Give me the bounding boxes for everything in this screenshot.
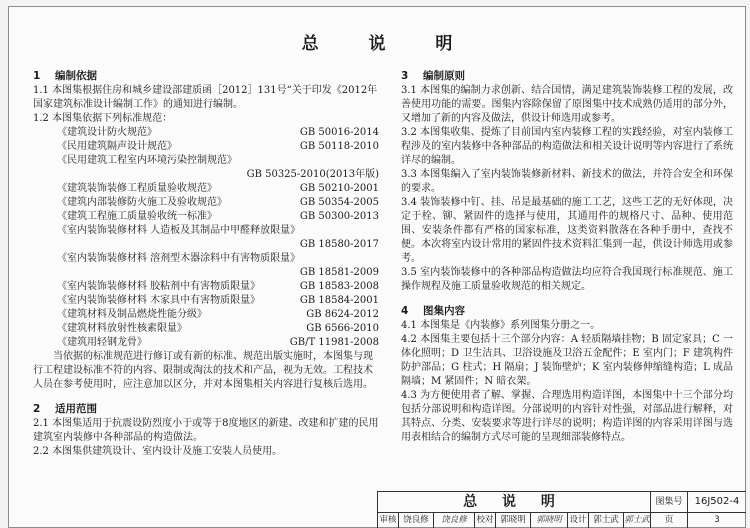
check-name: 郭晓明 [496, 513, 531, 528]
standard-name: 《建筑装饰装修工程质量验收规范》 [57, 183, 217, 194]
standard-row [33, 308, 379, 322]
standard-row [33, 238, 379, 252]
standard-row [33, 154, 379, 168]
para-3-1: 3.1 本图集的编制力求创新、结合国情，满足建筑装饰装修工程的发展，改善使用功能的需要。图集内容除保留了原图集中技术成熟仍适用的部分外，又增加了新的内容及做法，供设计师选用或参考。 [401, 85, 733, 124]
standard-row [33, 322, 379, 336]
section-3-heading: 3 编制原则 [401, 70, 465, 82]
standard-row [33, 280, 379, 294]
para-3-2: 3.2 本图集收集、提炼了目前国内室内装修工程的实践经验，对室内装修工程涉及的室内装修中各种部品的构造做法和相关设计说明等内容进行了系统详尽的编制。 [401, 127, 733, 166]
standard-name: 《建筑内部装修防火施工及验收规范》 [57, 197, 227, 208]
standards-list [33, 126, 379, 350]
standard-code: GB 50325-2010(2013年版) [246, 169, 379, 180]
standard-row [33, 294, 379, 308]
standard-row [33, 336, 379, 350]
page-number: 3 [714, 515, 720, 525]
standard-row [33, 140, 379, 154]
check-signature: 郭晓明 [531, 513, 568, 528]
section-4-heading: 4 图集内容 [401, 305, 465, 317]
left-column [33, 69, 379, 459]
standard-code: GB 50300-2013 [299, 211, 379, 222]
standard-code: GB 18580-2017 [299, 239, 379, 250]
standard-name: 《民用建筑工程室内环境污染控制规范》 [57, 155, 237, 166]
section-2-heading: 2 适用范围 [33, 403, 97, 415]
atlas-number: 16J502-4 [694, 496, 740, 507]
para-1-1: 1.1 本图集根据住房和城乡建设部建质函［2012］131号“关于印发《2012年国家建筑标准设计编制工作》的通知进行编制。 [33, 85, 378, 110]
atlas-number-label: 图集号 [651, 492, 688, 512]
para-2-2: 2.2 本图集供建筑设计、室内设计及施工安装人员使用。 [33, 446, 283, 457]
standard-name: 《建筑材料放射性核素限量》 [57, 323, 187, 334]
standard-name: 《室内装饰装修材料 人造板及其制品中甲醛释放限量》 [57, 225, 301, 236]
standard-code: GB 18583-2008 [299, 281, 379, 292]
para-3-4: 3.4 装饰装修中钉、挂、吊是最基础的施工工艺，这些工艺的无好体现，决定于栓、铆、紧固件的选择与使用，其通用件的规格尺寸、品种、使用范围、安装条件都有严格的国家标准，这类资料散落在各种手册中，查找不便。本次将室内设计常用的紧固件技术资料汇集到一起，供设计师选用或参考。 [401, 197, 733, 264]
page-label: 页 [651, 513, 688, 528]
title-block-title: 总 说 明 [378, 492, 651, 512]
drawing-sheet [8, 6, 746, 528]
standards-note: 当依据的标准规范进行修订或有新的标准、规范出版实施时，本图集与现行工程建设标准不符的内容、限制或淘汰的技术和产品，视为无效。工程技术人员在参考使用时，应注意加以区分，并对本图集相关内容进行复核后选用。 [33, 351, 373, 390]
standard-name: 《室内装饰装修材料 胶粘剂中有害物质限量》 [57, 281, 261, 292]
design-label: 设计 [568, 513, 589, 528]
design-signature: 郭士武 [624, 513, 651, 528]
standard-code: GB 50210-2001 [299, 183, 379, 194]
standard-row [33, 266, 379, 280]
standard-code: GB 6566-2010 [306, 323, 379, 334]
para-3-3: 3.3 本图集编入了室内装饰装修新材料、新技术的做法，并符合安全和环保的要求。 [401, 169, 733, 194]
para-3-5: 3.5 室内装饰装修中的各种部品构造做法均应符合我国现行标准规范、施工操作规程及施工质量验收规范的相关规定。 [401, 267, 733, 292]
standard-code: GB 50354-2005 [299, 197, 379, 208]
review-label: 审核 [378, 513, 399, 528]
standard-code: GB 18584-2001 [299, 295, 379, 306]
standard-code: GB 8624-2012 [306, 309, 379, 320]
standard-row [33, 126, 379, 140]
standard-row [33, 210, 379, 224]
standard-code: GB 50016-2014 [299, 127, 379, 138]
standard-row [33, 196, 379, 210]
standard-row [33, 252, 379, 266]
standard-row [33, 182, 379, 196]
standard-name: 《室内装饰装修材料 木家具中有害物质限量》 [57, 295, 261, 306]
standard-row [33, 224, 379, 238]
standard-name: 《建筑材料及制品燃烧性能分级》 [57, 309, 207, 320]
standard-name: 《建筑用轻钢龙骨》 [57, 337, 147, 348]
para-1-2: 1.2 本图集依据下列标准规范： [33, 113, 173, 124]
design-name: 郭士武 [589, 513, 624, 528]
standard-row [33, 168, 379, 182]
standard-code: GB 50118-2010 [299, 141, 379, 152]
review-signature: 饶良修 [434, 513, 475, 528]
standard-name: 《室内装饰装修材料 溶剂型木器涂料中有害物质限量》 [57, 253, 301, 264]
review-name: 饶良修 [399, 513, 434, 528]
para-4-2: 4.2 本图集主要包括十三个部分内容：A 轻质隔墙挂物；B 固定家具；C 一体化照明；D 卫生洁具、卫浴设施及卫浴五金配件；E 室内门；F 建筑构件防护部品；G 柱式；H 隔扇；J 装饰壁炉；K 室内装修伸缩缝构造；L 成品隔墙；M 紧固件；N 暗衣架。 [401, 334, 733, 387]
standard-code: GB 18581-2009 [299, 267, 379, 278]
standard-code: GB/T 11981-2008 [289, 337, 379, 348]
title-block [377, 491, 746, 528]
page-title: 总 说 明 [301, 34, 475, 54]
para-4-1: 4.1 本图集是《内装修》系列图集分册之一。 [401, 320, 601, 331]
para-2-1: 2.1 本图集适用于抗震设防烈度小于或等于8度地区的新建、改建和扩建的民用建筑室内装修中各种部品的构造做法。 [33, 418, 379, 443]
section-1-heading: 1 编制依据 [33, 70, 97, 82]
standard-name: 《建筑工程施工质量验收统一标准》 [57, 211, 217, 222]
check-label: 校对 [475, 513, 496, 528]
right-column [401, 69, 733, 445]
standard-name: 《建筑设计防火规范》 [57, 127, 157, 138]
standard-name: 《民用建筑隔声设计规范》 [57, 141, 177, 152]
para-4-3: 4.3 为方便使用者了解、掌握、合理选用构造详图，本图集中十三个部分均包括分部说明和构造详图。分部说明的内容针对性强，对部品进行解释，对其特点、分类、安装要求等进行详尽的说明；构造详图的内容采用详图与选用表相结合的编制方式尽可能的呈现细部装修特点。 [401, 390, 733, 443]
